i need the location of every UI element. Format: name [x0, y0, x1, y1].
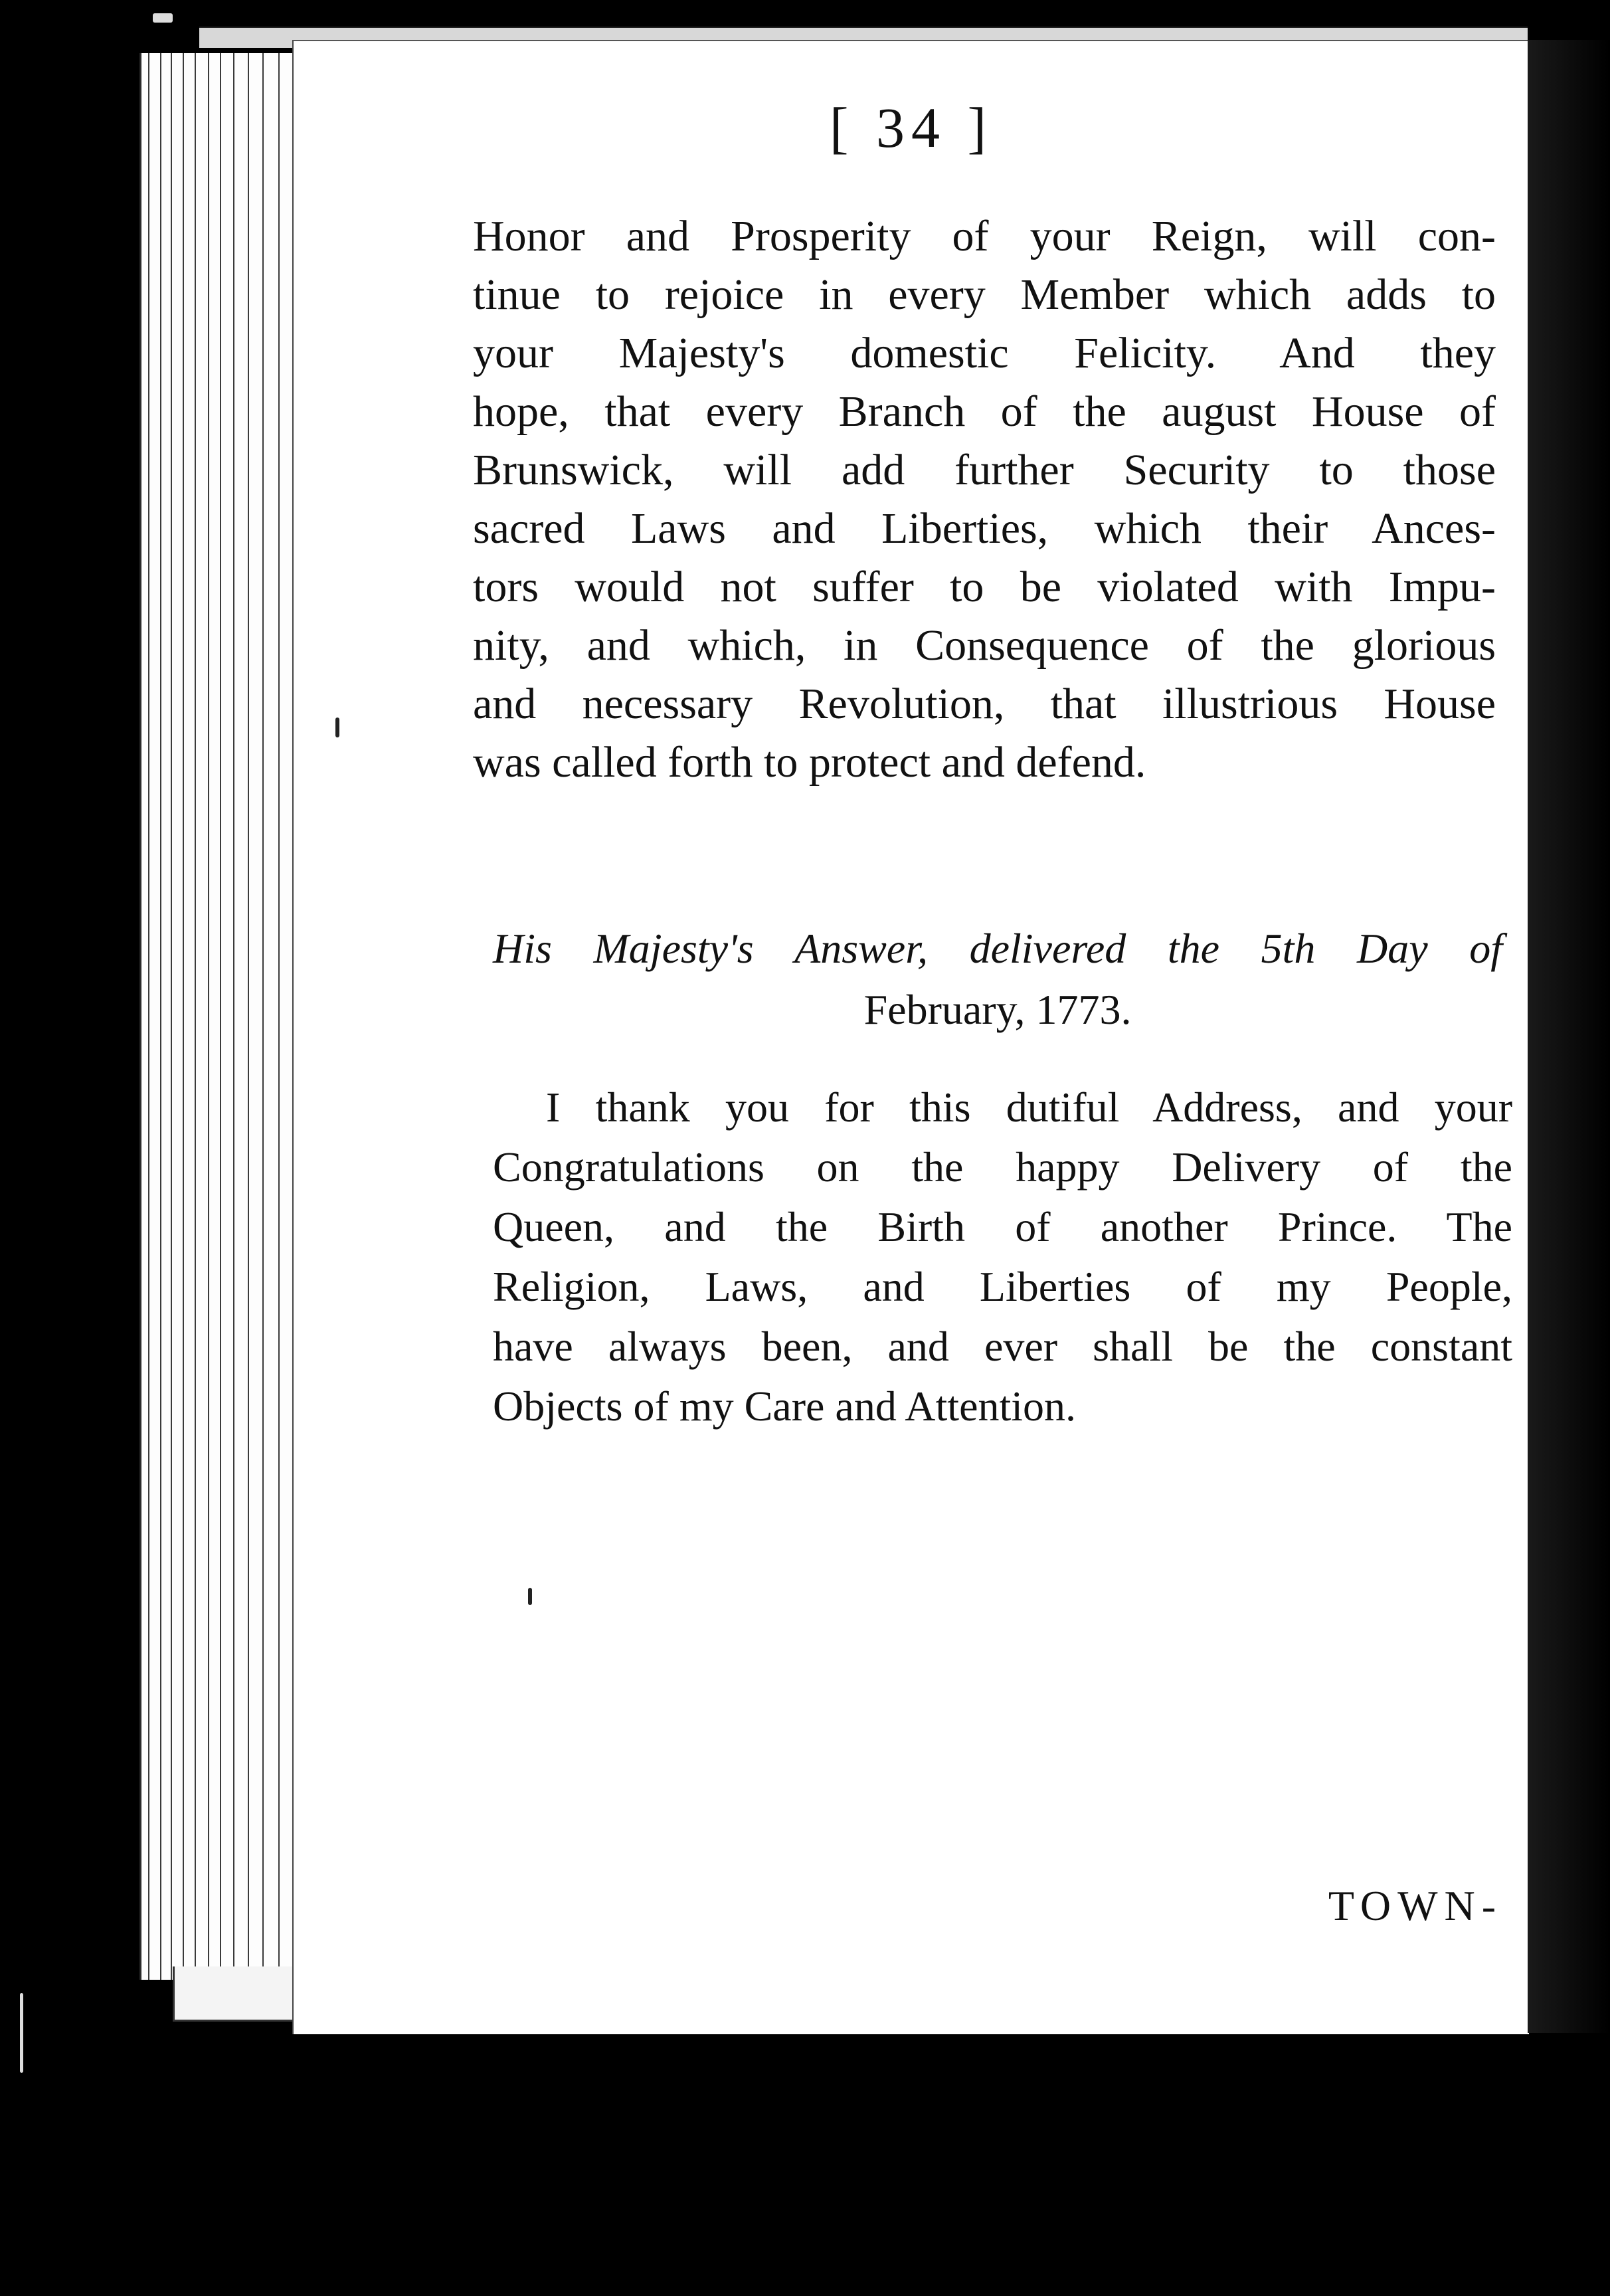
page-edge-line — [160, 53, 161, 1980]
text-line: hope, that every Branch of the august House of — [473, 387, 1496, 436]
right-binding-shadow — [1528, 40, 1610, 2033]
page-edge-line — [148, 53, 149, 1980]
page-edge-line — [278, 53, 280, 1980]
answer-heading-line: His Majesty's Answer, delivered the 5th Day of — [493, 925, 1502, 972]
text-line: tinue to rejoice in every Member which adds to — [473, 270, 1496, 319]
margin-speck — [20, 1993, 23, 2073]
text-line: Brunswick, will add further Security to those — [473, 446, 1496, 494]
address-conclusion — [473, 207, 1496, 792]
page-edge-line — [183, 53, 184, 1980]
page-number: [ 34 ] — [829, 96, 994, 159]
text-line: nity, and which, in Consequence of the glorious — [473, 621, 1496, 670]
page-edge-line — [171, 53, 172, 1980]
page-edge-line — [233, 53, 234, 1980]
page-edge-line — [220, 53, 221, 1980]
text-line: Queen, and the Birth of another Prince. The — [493, 1203, 1512, 1250]
page-edge-line — [262, 53, 264, 1980]
text-line: Religion, Laws, and Liberties of my People, — [493, 1263, 1512, 1310]
book-page — [292, 40, 1529, 2034]
text-line: your Majesty's domestic Felicity. And they — [473, 329, 1496, 377]
page-stack-edges — [139, 53, 301, 1980]
page-edge-line — [208, 53, 209, 1980]
text-line: tors would not suffer to be violated with Impu- — [473, 563, 1496, 611]
margin-speck — [528, 1588, 532, 1605]
margin-speck — [335, 718, 339, 737]
margin-speck — [153, 13, 173, 23]
text-line: Objects of my Care and Attention. — [493, 1383, 1077, 1430]
catchword: TOWN- — [1328, 1882, 1502, 1929]
text-line: and necessary Revolution, that illustrious House — [473, 680, 1496, 728]
page-edge-line — [195, 53, 196, 1980]
text-line: have always been, and ever shall be the constant — [493, 1323, 1512, 1370]
answer-body — [493, 1078, 1512, 1436]
text-line: was called forth to protect and defend. — [473, 738, 1146, 787]
answer-date-line: February, 1773. — [863, 986, 1132, 1033]
text-line: Honor and Prosperity of your Reign, will con- — [473, 212, 1496, 260]
text-line: I thank you for this dutiful Address, and your — [546, 1084, 1512, 1131]
text-line: sacred Laws and Liberties, which their Ances- — [473, 504, 1496, 553]
page-edge-line — [248, 53, 249, 1980]
answer-heading — [493, 918, 1502, 1040]
text-line: Congratulations on the happy Delivery of the — [493, 1143, 1512, 1191]
